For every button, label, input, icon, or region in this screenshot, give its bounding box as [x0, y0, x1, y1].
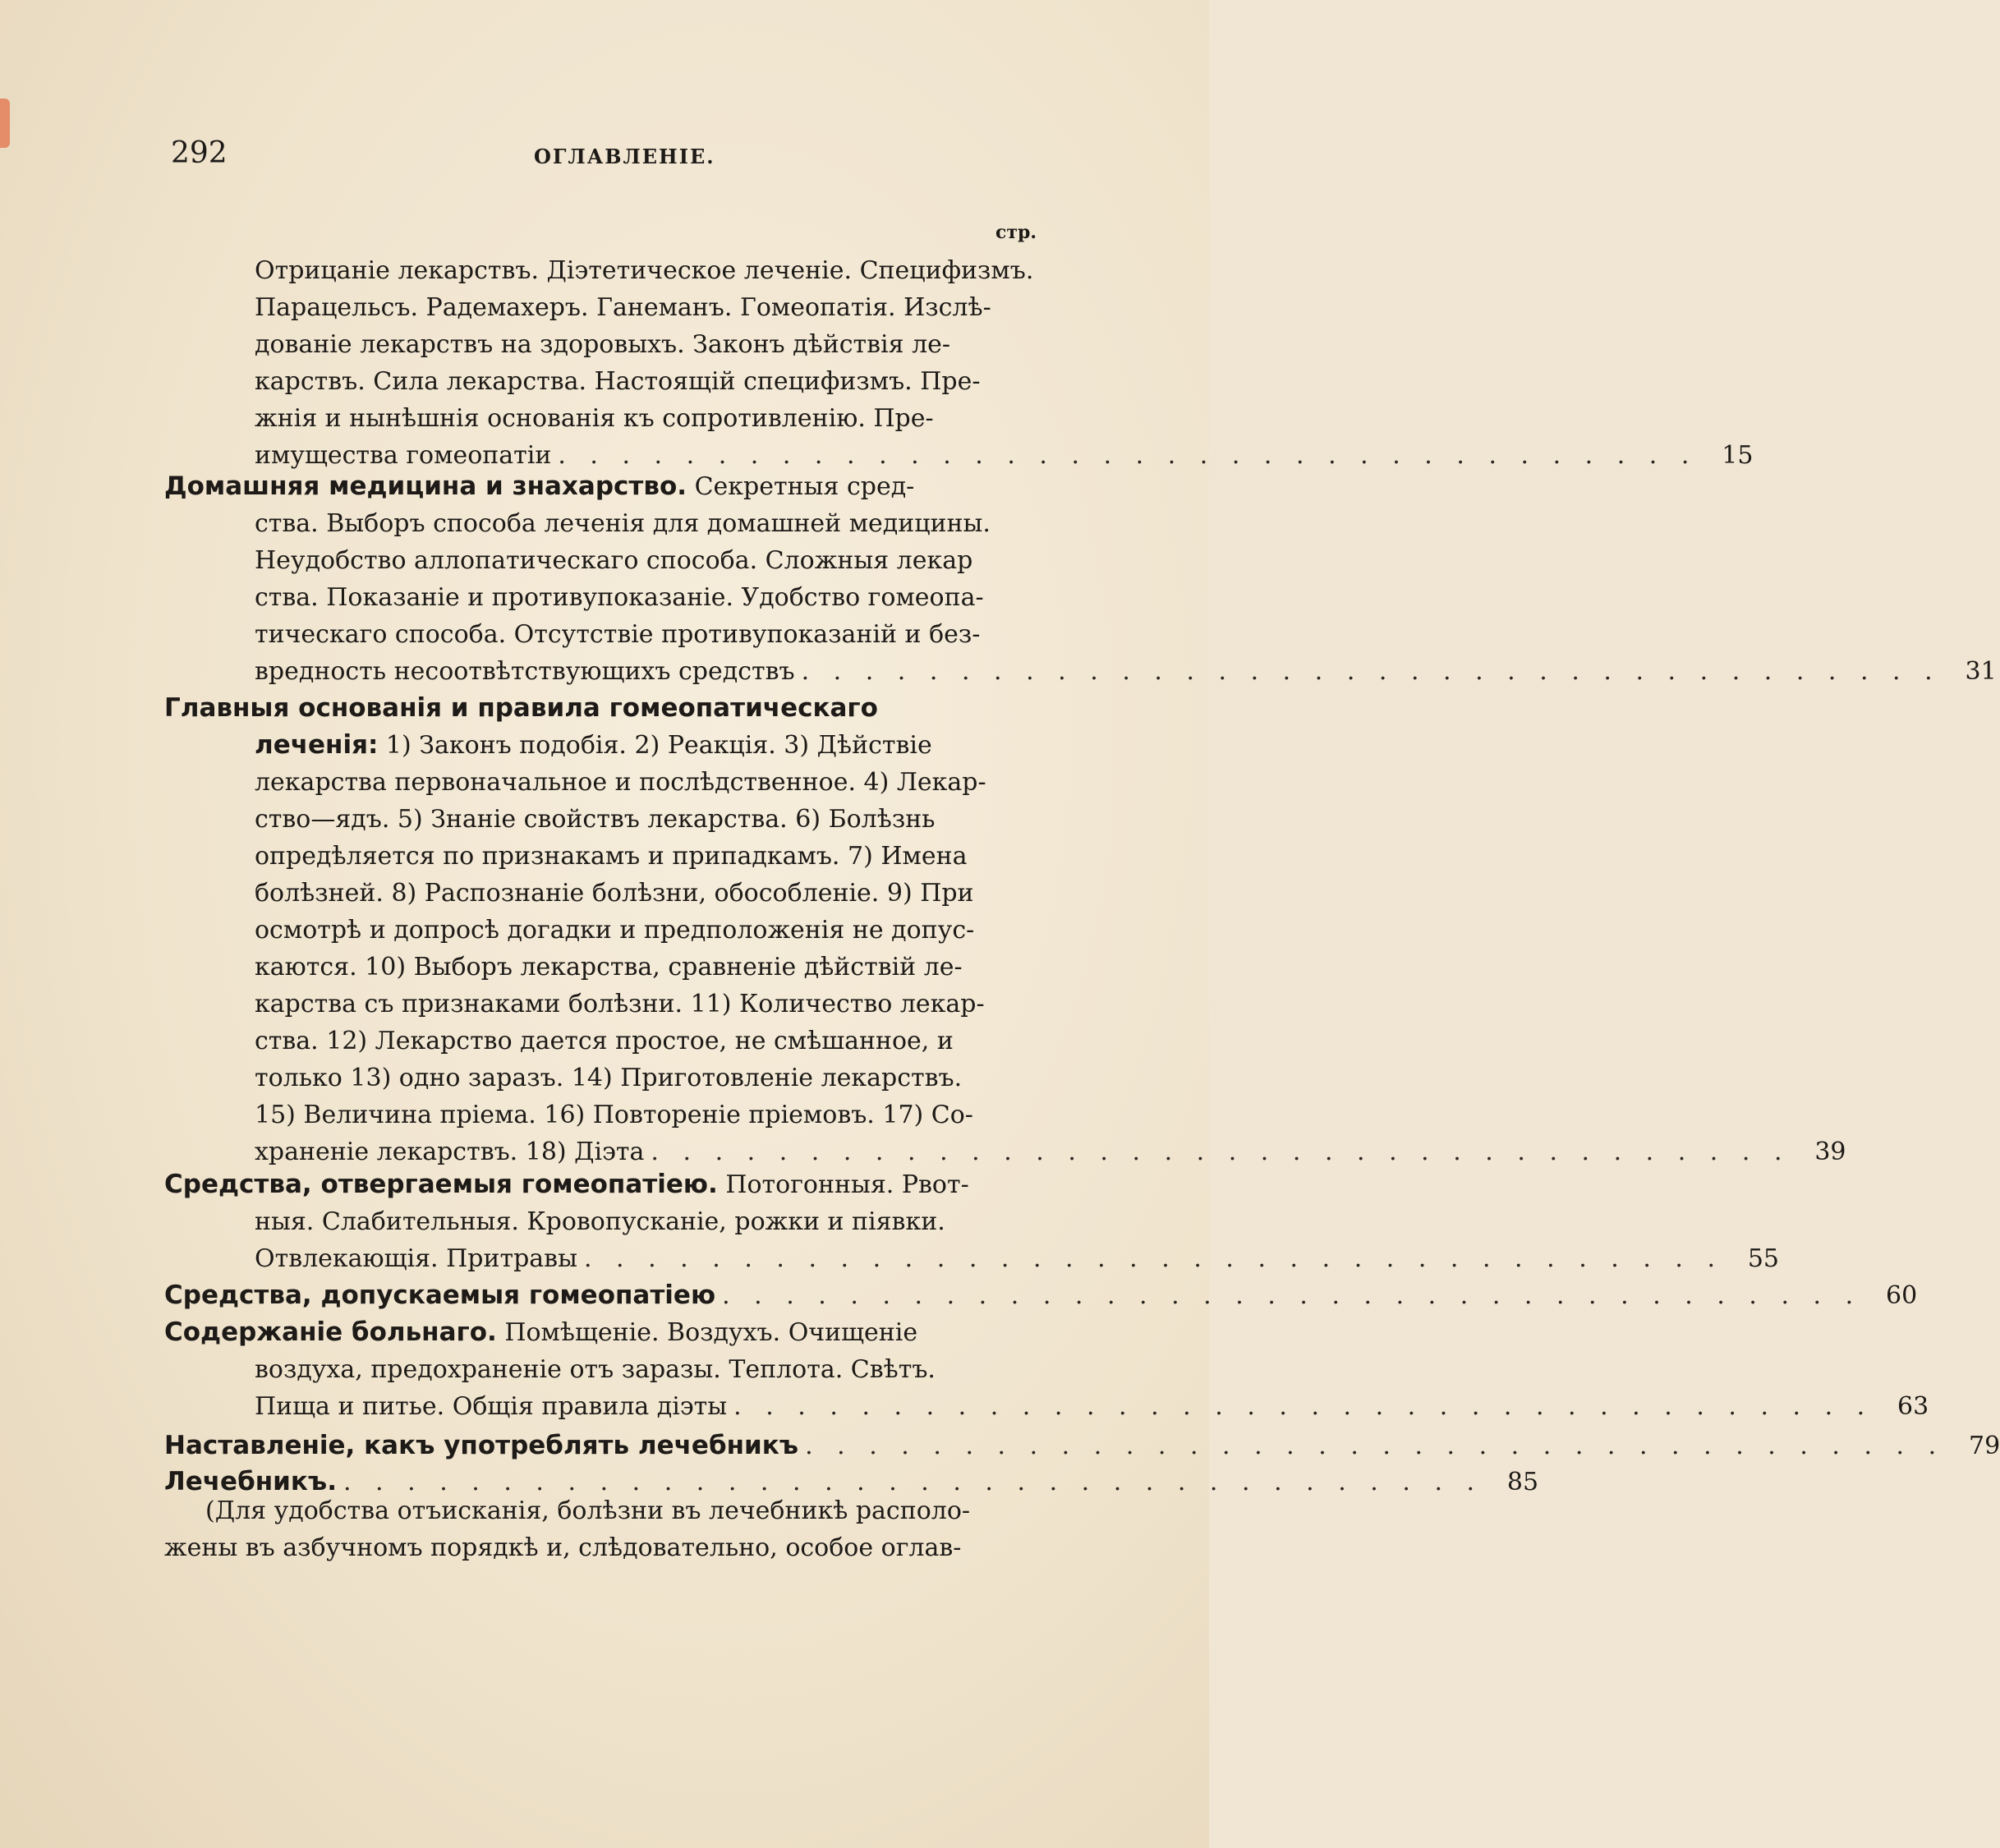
- toc-text: Отрицаніе лекарствъ. Діэтетическое леченіе. Специфизмъ.: [255, 256, 1034, 285]
- toc-line-text: [255, 1060, 962, 1096]
- running-head: ОГЛАВЛЕНІЕ.: [534, 145, 715, 168]
- toc-page-number: 39: [1814, 1138, 1846, 1166]
- toc-line: [164, 801, 1043, 838]
- dot-leader: . . . . . . . . . . . . . . . . . . . . . . . . . . . . . . . . . . . .: [722, 1281, 1862, 1310]
- toc-line-text: [164, 1166, 969, 1203]
- dot-leader: . . . . . . . . . . . . . . . . . . . . . . . . . . . . . . . . . . . .: [558, 441, 1698, 470]
- toc-line-text: [255, 912, 974, 949]
- toc-line: [164, 690, 1043, 727]
- toc-text: ныя. Слабительныя. Кровопусканіе, рожки и піявки.: [255, 1207, 945, 1236]
- toc-line: [164, 1388, 1929, 1425]
- dot-leader: . . . . . . . . . . . . . . . . . . . . . . . . . . . . . . . . . . . .: [733, 1392, 1874, 1421]
- toc-text: лекарства первоначальное и послѣдственное. 4) Лекар-: [255, 768, 986, 797]
- toc-line-text: [164, 690, 878, 727]
- toc-text: ства. 12) Лекарство дается простое, не смѣшанное, и: [255, 1027, 954, 1055]
- toc-text: опредѣляется по признакамъ и припадкамъ. 7) Имена: [255, 842, 968, 871]
- toc-line-text: [255, 764, 986, 801]
- toc-heading: Лечебникъ.: [164, 1467, 337, 1496]
- toc-line-text: [255, 727, 932, 764]
- toc-text: каются. 10) Выборъ лекарства, сравненіе дѣйствій ле-: [255, 953, 963, 981]
- toc-line-text: [255, 949, 963, 986]
- toc-line-text: [164, 1427, 798, 1464]
- toc-line-text: [255, 1203, 945, 1240]
- toc-line: [164, 616, 1043, 653]
- toc-line-text: [255, 363, 981, 400]
- toc-line-text: [255, 1240, 577, 1277]
- toc-entry: [164, 252, 1754, 474]
- dot-leader: . . . . . . . . . . . . . . . . . . . . . . . . . . . . . . . . . . . .: [583, 1244, 1724, 1273]
- toc-heading: Содержаніе больнаго.: [164, 1317, 497, 1347]
- toc-heading: Средства, допускаемыя гомеопатіею: [164, 1280, 716, 1310]
- toc-entry: [164, 1166, 1780, 1277]
- toc-text: храненіе лекарствъ. 18) Діэта: [255, 1138, 645, 1166]
- toc-heading: Средства, отвергаемыя гомеопатіею.: [164, 1170, 718, 1199]
- toc-text: только 13) одно заразъ. 14) Приготовленіе лекарствъ.: [255, 1064, 963, 1092]
- closing-note-line: жены въ азбучномъ порядкѣ и, слѣдовательно, особое оглав-: [164, 1533, 962, 1562]
- page-number: 292: [171, 136, 228, 170]
- dot-leader: . . . . . . . . . . . . . . . . . . . . . . . . . . . . . . . . . . . .: [801, 657, 1941, 686]
- toc-line-text: [255, 542, 972, 579]
- toc-line: [164, 1351, 1043, 1388]
- toc-line-text: [255, 289, 991, 326]
- toc-text: воздуха, предохраненіе отъ заразы. Теплота. Свѣтъ.: [255, 1355, 936, 1384]
- toc-text: 1) Законъ подобія. 2) Реакція. 3) Дѣйствіе: [378, 731, 932, 760]
- toc-line: [164, 949, 1043, 986]
- page-edge-mark: [0, 99, 10, 148]
- toc-text: тическаго способа. Отсутствіе противупоказаній и без-: [255, 620, 981, 649]
- toc-text: дованіе лекарствъ на здоровыхъ. Законъ дѣйствія ле-: [255, 330, 951, 359]
- toc-page-number: 15: [1722, 441, 1754, 470]
- toc-heading: леченія:: [255, 730, 379, 760]
- toc-line: [164, 468, 1043, 505]
- toc-text: вредность несоотвѣтствующихъ средствъ: [255, 657, 795, 686]
- toc-line-text: [255, 986, 985, 1023]
- toc-line: [164, 764, 1043, 801]
- toc-entry: [164, 690, 1846, 1170]
- toc-line: [164, 1314, 1043, 1351]
- toc-line-text: [255, 1388, 727, 1425]
- toc-text: Парацельсъ. Радемахеръ. Ганеманъ. Гомеопатія. Изслѣ-: [255, 293, 991, 322]
- toc-page-number: 31: [1965, 657, 1997, 686]
- toc-line: [164, 542, 1043, 579]
- toc-line-text: [164, 1277, 715, 1314]
- closing-note: [164, 1492, 1043, 1566]
- dot-leader: . . . . . . . . . . . . . . . . . . . . . . . . . . . . . . . . . . . .: [651, 1138, 1791, 1166]
- toc-line-text: [255, 616, 980, 653]
- toc-line: [164, 1096, 1043, 1133]
- toc-line: [164, 1427, 2000, 1464]
- toc-text: карства съ признаками болѣзни. 11) Количество лекар-: [255, 990, 985, 1018]
- toc-line: [164, 986, 1043, 1023]
- toc-text: осмотрѣ и допросѣ догадки и предположенія не допус-: [255, 916, 975, 945]
- toc-line-text: [255, 875, 974, 912]
- toc-page-number: 85: [1506, 1468, 1539, 1496]
- toc-line-text: [164, 1314, 917, 1351]
- toc-line-text: [255, 1351, 936, 1388]
- toc-page-number: 79: [1968, 1432, 2000, 1460]
- dot-leader: . . . . . . . . . . . . . . . . . . . . . . . . . . . . . . . . . . . .: [343, 1468, 1483, 1496]
- toc-line-text: [255, 1096, 973, 1133]
- toc-line-text: [255, 1023, 954, 1060]
- toc-text: жнія и нынѣшнія основанія къ сопротивленію. Пре-: [255, 404, 934, 433]
- toc-page-number: 60: [1885, 1281, 1918, 1310]
- toc-page-number: 63: [1897, 1392, 1929, 1421]
- toc-line: [164, 252, 1043, 289]
- toc-line: [164, 1277, 1918, 1314]
- toc-entry: [164, 1427, 2000, 1464]
- toc-text: Отвлекающія. Притравы: [255, 1244, 577, 1273]
- toc-text: ства. Показаніе и противупоказаніе. Удобство гомеопа-: [255, 583, 984, 612]
- toc-text: болѣзней. 8) Распознаніе болѣзни, обособленіе. 9) При: [255, 879, 974, 908]
- toc-entry: [164, 1277, 1918, 1314]
- toc-line: [164, 1166, 1043, 1203]
- toc-line-text: [255, 1133, 644, 1170]
- toc-line: [164, 875, 1043, 912]
- toc-line: [164, 326, 1043, 363]
- toc-entry: [164, 468, 1997, 690]
- toc-line-text: [255, 801, 936, 838]
- toc-text: ство—ядъ. 5) Знаніе свойствъ лекарства. 6) Болѣзнь: [255, 805, 936, 834]
- toc-heading: Домашняя медицина и знахарство.: [164, 471, 687, 501]
- toc-line-text: [255, 326, 950, 363]
- closing-note-line: (Для удобства отъисканія, болѣзни въ лечебникѣ располо-: [205, 1496, 971, 1525]
- toc-line: [164, 653, 1997, 690]
- toc-line-text: [255, 252, 1033, 289]
- toc-line: [164, 1023, 1043, 1060]
- toc-line: [164, 505, 1043, 542]
- toc-text: Потогонныя. Рвот-: [717, 1170, 969, 1199]
- toc-page-number: 55: [1747, 1244, 1780, 1273]
- toc-line-text: [255, 838, 967, 875]
- page-column-label: стр.: [995, 222, 1037, 243]
- toc-line-text: [255, 400, 934, 437]
- toc-line: [164, 1133, 1846, 1170]
- toc-line-text: [255, 579, 984, 616]
- toc-line: [164, 289, 1043, 326]
- toc-line: [164, 1203, 1043, 1240]
- toc-line: [164, 838, 1043, 875]
- toc-text: ства. Выборъ способа леченія для домашней медицины.: [255, 509, 991, 538]
- toc-line-text: [255, 653, 795, 690]
- toc-line-text: [255, 505, 991, 542]
- toc-line: [164, 1060, 1043, 1096]
- toc-text: Пища и питье. Общія правила діэты: [255, 1392, 728, 1421]
- toc-text: Секретныя сред-: [687, 472, 915, 501]
- toc-heading: Главныя основанія и правила гомеопатическаго: [164, 693, 878, 723]
- toc-line: [164, 1240, 1780, 1277]
- toc-text: Неудобство аллопатическаго способа. Сложныя лекар: [255, 546, 973, 575]
- toc-text: 15) Величина пріема. 16) Повтореніе пріемовъ. 17) Со-: [255, 1101, 973, 1129]
- toc-line: [164, 727, 1043, 764]
- toc-text: Помѣщеніе. Воздухъ. Очищеніе: [496, 1318, 918, 1347]
- toc-line: [164, 363, 1043, 400]
- toc-line: [164, 912, 1043, 949]
- toc-entry: [164, 1314, 1929, 1425]
- toc-line: [164, 400, 1043, 437]
- toc-line-text: [164, 468, 914, 505]
- toc-text: имущества гомеопатіи: [255, 441, 552, 470]
- dot-leader: . . . . . . . . . . . . . . . . . . . . . . . . . . . . . . . . . . . .: [805, 1432, 1945, 1460]
- toc-heading: Наставленіе, какъ употреблять лечебникъ: [164, 1431, 799, 1460]
- toc-text: карствъ. Сила лекарства. Настоящій специфизмъ. Пре-: [255, 367, 981, 396]
- toc-line: [164, 579, 1043, 616]
